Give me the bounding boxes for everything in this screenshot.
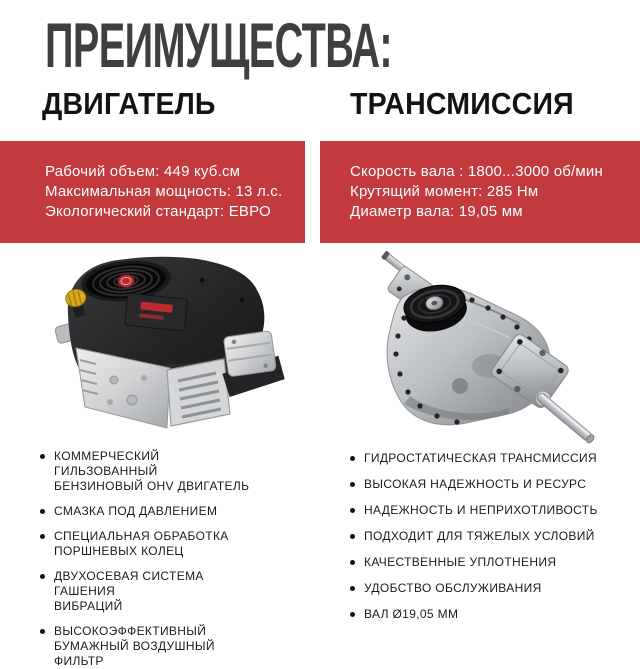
transmission-output-shaft	[535, 390, 597, 445]
engine-model-label	[124, 293, 187, 331]
list-item: СПЕЦИАЛЬНАЯ ОБРАБОТКА ПОРШНЕВЫХ КОЛЕЦ	[38, 529, 260, 559]
list-item: ГИДРОСТАТИЧЕСКАЯ ТРАНСМИССИЯ	[348, 451, 634, 466]
transmission-image	[340, 246, 640, 446]
engine-carb-box	[217, 330, 286, 398]
list-item: УДОБСТВО ОБСЛУЖИВАНИЯ	[348, 581, 634, 596]
transmission-spec-diameter: Диаметр вала: 19,05 мм	[350, 203, 523, 220]
list-item: ВАЛ Ø19,05 ММ	[348, 607, 634, 622]
transmission-spec-speed: Скорость вала : 1800...3000 об/мин	[350, 163, 603, 180]
transmission-bullet-list	[348, 451, 634, 622]
engine-spec-power: Максимальная мощность: 13 л.с.	[45, 183, 283, 200]
engine-section-header: ДВИГАТЕЛЬ	[42, 86, 216, 121]
engine-bullet-list	[38, 449, 260, 669]
engine-specs-banner	[0, 141, 305, 243]
list-item: СМАЗКА ПОД ДАВЛЕНИЕМ	[38, 504, 260, 519]
transmission-specs-banner	[320, 141, 640, 243]
engine-vent-panel	[167, 359, 230, 426]
list-item: ДВУХОСЕВАЯ СИСТЕМА ГАШЕНИЯ ВИБРАЦИЙ	[38, 569, 260, 614]
engine-spec-standard: Экологический стандарт: ЕВРО	[45, 203, 271, 220]
engine-spec-displacement: Рабочий объем: 449 куб.см	[45, 163, 241, 180]
page-title: ПРЕИМУЩЕСТВА:	[45, 11, 392, 81]
transmission-section-header: ТРАНСМИССИЯ	[350, 86, 574, 121]
list-item: НАДЕЖНОСТЬ И НЕПРИХОТЛИВОСТЬ	[348, 503, 634, 518]
list-item: ПОДХОДИТ ДЛЯ ТЯЖЕЛЫХ УСЛОВИЙ	[348, 529, 634, 544]
list-item: КОММЕРЧЕСКИЙ ГИЛЬЗОВАННЫЙ БЕНЗИНОВЫЙ OHV ДВИГАТЕЛЬ	[38, 449, 260, 494]
list-item: КАЧЕСТВЕННЫЕ УПЛОТНЕНИЯ	[348, 555, 634, 570]
list-item: ВЫСОКОЭФФЕКТИВНЫЙ БУМАЖНЫЙ ВОЗДУШНЫЙ ФИЛЬТР	[38, 624, 260, 669]
transmission-spec-torque: Крутящий момент: 285 Нм	[350, 183, 539, 200]
list-item: ВЫСОКАЯ НАДЕЖНОСТЬ И РЕСУРС	[348, 477, 634, 492]
engine-image	[52, 250, 282, 432]
